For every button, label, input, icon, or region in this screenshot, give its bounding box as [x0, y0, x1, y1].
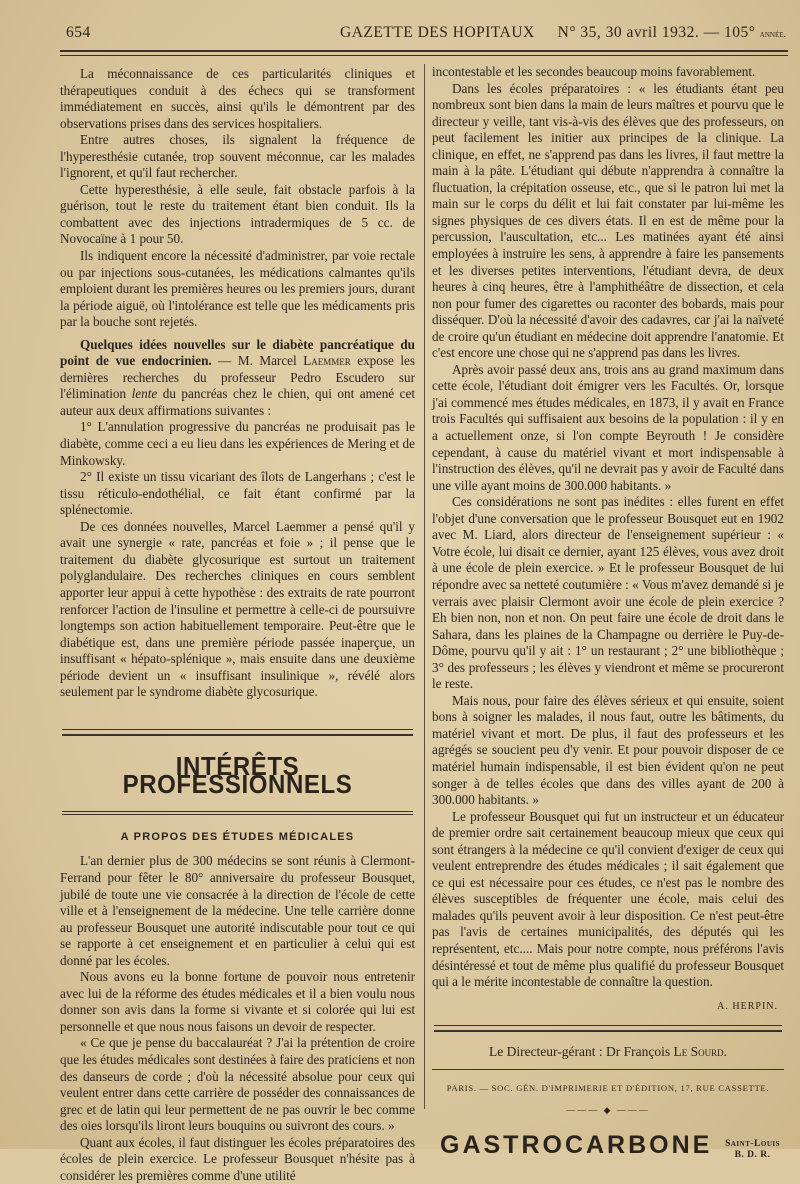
section-title: INTÉRÊTS PROFESSIONNELS: [122, 751, 353, 800]
section-double-rule: [62, 811, 413, 815]
journal-title: GAZETTE DES HOPITAUX: [340, 24, 535, 41]
page-header: [62, 24, 786, 46]
paragraph: Quant aux écoles, il faut distinguer les écoles préparatoires des écoles de plein exercice. Le professeur Bousquet n'hésite pas à considérer les premières comme d'une utilité: [60, 1134, 415, 1183]
footer-double-rule: [434, 1025, 782, 1032]
issue-year-suffix: année.: [759, 29, 786, 40]
director-line: [432, 1044, 784, 1061]
director-label: Le Directeur-gérant : Dr François: [488, 1044, 674, 1060]
ad-brand: GASTROCARBONE: [440, 1130, 713, 1159]
diabete-paragraph: [60, 337, 415, 420]
issue-date: N° 35, 30 avril 1932. — 105°: [557, 24, 756, 41]
ad-place: [725, 1139, 780, 1161]
text-run: — M. Marcel: [211, 353, 304, 369]
text-run: du pancréas chez le chien, qui ont amené cet auteur aux deux affirmations suivantes :: [60, 386, 416, 418]
paragraph: 2° Il existe un tissu vicariant des îlots de Langerhans ; c'est le tissu réticulo-endothélial, ce fait étant confirmé par la splénectomie.: [60, 469, 415, 518]
section-block: [60, 729, 415, 846]
author-signature: A. HERPIN.: [717, 1000, 778, 1012]
column-divider: [424, 64, 425, 1109]
paragraph: Ces considérations ne sont pas inédites : elles furent en effet l'objet d'une conversation que le professeur Bousquet eut en 1902 avec M. Liard, alors directeur de l'enseignement supérieur : « Votre école, lui disait ce dernier, ayant 125 élèves, vous avez droit à une école de plein exercice. » Et le professeur Bousquet de lui répondre avec sa netteté coutumière : « Vous m'avez demandé si je verrais avec plaisir Clermont avoir une école de plein exercice ? Eh bien non, non et non. On peut faire une école de droit dans le Sahara, dans les plaines de la Champagne ou derrière le Puy-de-Dôme, pourvu qu'il y ait : 1° un restaurant ; 2° une bibliothèque ; 3° des professeurs ; les élèves y viendront et même se procureront le reste.: [432, 494, 784, 692]
text-run: expose les dernières recherches du professeur Pedro Escudero sur l'élimination: [60, 353, 415, 402]
paragraph: Le professeur Bousquet qui fut un instructeur et un éducateur de premier ordre sait certainement beaucoup mieux que ceux qui sont étrangers à la médecine ce qu'il convient d'exiger de ceux qui veulent entreprendre des études médicales ; il sait également que ce qui est nécessaire pour ces études, ce n'est pas le nombre des élèves susceptibles de fréquenter une école, mais celui des malades qu'ils peuvent avoir à leur disposition. Ce n'est peut-être pas l'avis de certaines municipalités, des députés qui les représentent, etc.... Mais pour notre compte, nous préférons l'avis désintéressé et tout de même plus qualifié du professeur Bousquet qui a le mérite incontestable de connaître la question.: [432, 808, 784, 990]
ornament-divider: ——— ◆ ———: [566, 1105, 650, 1116]
footer-rule: [432, 1069, 784, 1070]
paragraph: Entre autres choses, ils signalent la fréquence de l'hyperesthésie cutanée, trop souvent méconnue, car les malades l'ignorent, et qu'il faut rechercher.: [60, 132, 415, 181]
paragraph: incontestable et les secondes beaucoup moins favorablement.: [432, 64, 756, 79]
paragraph: Mais nous, pour faire des élèves sérieux et qui ensuite, soient bons à soigner les malades, il nous faut, outre les bâtiments, du matériel vivant et mort. De plus, il faut des professeurs et les agrégés se soucient peu d'y venir. Et pour pouvoir disposer de ce matériel humain indispensable, il est bien évident qu'on ne peut songer à de telles écoles que dans des villes ayant de 200 à 300.000 habitants. »: [432, 692, 784, 808]
printer-line: PARIS. — SOC. GÉN. D'IMPRIMERIE ET D'ÉDITION, 17, RUE CASSETTE.: [446, 1082, 770, 1093]
italic-run: lente: [131, 386, 158, 402]
author-name: Laemmer: [303, 353, 351, 369]
advertisement: [432, 1130, 784, 1169]
director-name: Le Sourd.: [673, 1044, 728, 1060]
paragraph: Dans les écoles préparatoires : « les étudiants étant peu nombreux sont bien dans la main de leurs maîtres et pourvu que le directeur y veille, tant vis-à-vis des élèves que des professeurs, on peut facilement les initier aux principes de la clinique. La clinique, en effet, ne s'apprend pas dans les livres, il faut mettre la main à la pâte. L'étudiant qui débute n'apprendra à connaître la fluctuation, la crépitation osseuse, etc., que si le patron lui met la main sur le corps du délit et lui fait constater par lui-même les signes physiques de ces divers états. Il en est de même pour la percussion, l'auscultation, etc... Les matinées ayant été ainsi employées à instruire les sens, à apprendre à faire les pansements et les diverses petites interventions, l'étudiant devra, de deux heures à cinq heures, être à l'amphithéâtre de dissection, et cela non pour fumer des cigarettes ou raconter des bobards, mais pour disséquer. D'où la nécessité d'avoir des cadavres, car j'ai la naïveté de croire qu'un étudiant en médecine doit apprendre l'anatomie. Et c'est encore une chose qui ne s'apprend pas dans les livres.: [432, 80, 784, 361]
paragraph: Après avoir passé deux ans, trois ans au grand maximum dans cette école, l'étudiant doit émigrer vers les Facultés. Or, lorsque j'ai commencé mes études médicales, en 1873, il y avait en France trois Facultés qui suffisaient aux besoins de la population : il y en a actuellement onze, si l'on compte Beyrouth ! Je considère cependant, à cause du matériel vivant et mort indispensable à l'instruction des élèves, qu'il ne devrait pas y avoir de Faculté dans une ville ayant moins de 300.000 habitants. »: [432, 361, 784, 493]
left-column: [60, 66, 415, 1184]
section-double-rule: [62, 729, 413, 736]
article-title: A PROPOS DES ÉTUDES MÉDICALES: [120, 830, 355, 843]
paragraph: L'an dernier plus de 300 médecins se sont réunis à Clermont-Ferrand pour fêter le 80° anniversaire du professeur Bousquet, jubilé de toute une vie consacrée à la direction de l'école de cette ville et à l'enseignement de la médecine. Une telle carrière donne au professeur Bousquet une autorité indiscutable pour tout ce qui se rapporte à cet enseignement et en particulier à celui qui est donné par les écoles.: [60, 853, 415, 968]
header-rule-bottom: [60, 55, 788, 56]
page-number: 654: [66, 24, 91, 41]
header-rule-top: [60, 50, 788, 52]
paragraph: La méconnaissance de ces particularités cliniques et thérapeutiques conduit à des échecs qui se transforment immédiatement en succès, ainsi qu'ils le démontrent par des observations prises dans des services hospitaliers.: [60, 66, 415, 131]
paragraph: Nous avons eu la bonne fortune de pouvoir nous entretenir avec lui de la réforme des études médicales et il a bien voulu nous donner son avis dans la forme si vivante et si colorée qui lui est personnelle et que nous nous faisons un devoir de respecter.: [60, 969, 415, 1034]
paragraph: De ces données nouvelles, Marcel Laemmer a pensé qu'il y avait une synergie « rate, pancréas et foie » ; il pense que le traitement du diabète glycosurique est surtout un traitement polyglandulaire. Des recherches cliniques en cours semblent apporter leur appui à cette hypothèse : des extraits de rate pourront renforcer l'action de l'insuline et permettre à celle-ci de poursuivre longtemps son action habituellement temporaire. Peut-être que le diabétique est, dans une première période passée inaperçue, un insuffisant « hépato-splénique », mais ensuite dans une deuxième période devient un « insuffisant insulinique », révélé alors seulement par le syndrome diabète glycosurique.: [60, 518, 415, 700]
ad-place-city: Saint-Louis: [725, 1138, 780, 1149]
paragraph: « Ce que je pense du baccalauréat ? J'ai la prétention de croire que les études médicales sont destinées à faire des praticiens et non des danseurs de corde ; d'où la nécessité absolue pour ceux qui veulent entrer dans cette carrière de posséder des connaissances de grec et de latin qui leur permettent de ne pas ouvrir le bec comme des oies lorsqu'ils liront leurs bouquins ou suivront des cours. »: [60, 1035, 415, 1134]
paragraph: Cette hyperesthésie, à elle seule, fait obstacle parfois à la guérison, tout le reste du traitement étant bien conduit. Ils la combattent avec des injections intradermiques de 5 cc. de Novocaïne à 1 pour 50.: [60, 181, 415, 247]
paragraph: 1° L'annulation progressive du pancréas ne produisait pas le diabète, comme ceci a eu lieu dans les expériences de Mering et de Minkowsky.: [60, 419, 415, 468]
right-column: [432, 64, 784, 1169]
ad-place-region: B. D. R.: [734, 1149, 771, 1160]
issue-info: [558, 24, 786, 42]
paragraph: Ils indiquent encore la nécessité d'administrer, par voie rectale ou par injections sous-cutanées, les médications calmantes qu'ils emploient durant les premières heures ou les premiers jours, durant la période aiguë, où l'intolérance est telle que les médicaments pris par la bouche sont rejetés.: [60, 248, 415, 330]
diabete-title: Quelques idées nouvelles sur le diabète pancréatique du point de vue endocrinien.: [60, 336, 415, 369]
